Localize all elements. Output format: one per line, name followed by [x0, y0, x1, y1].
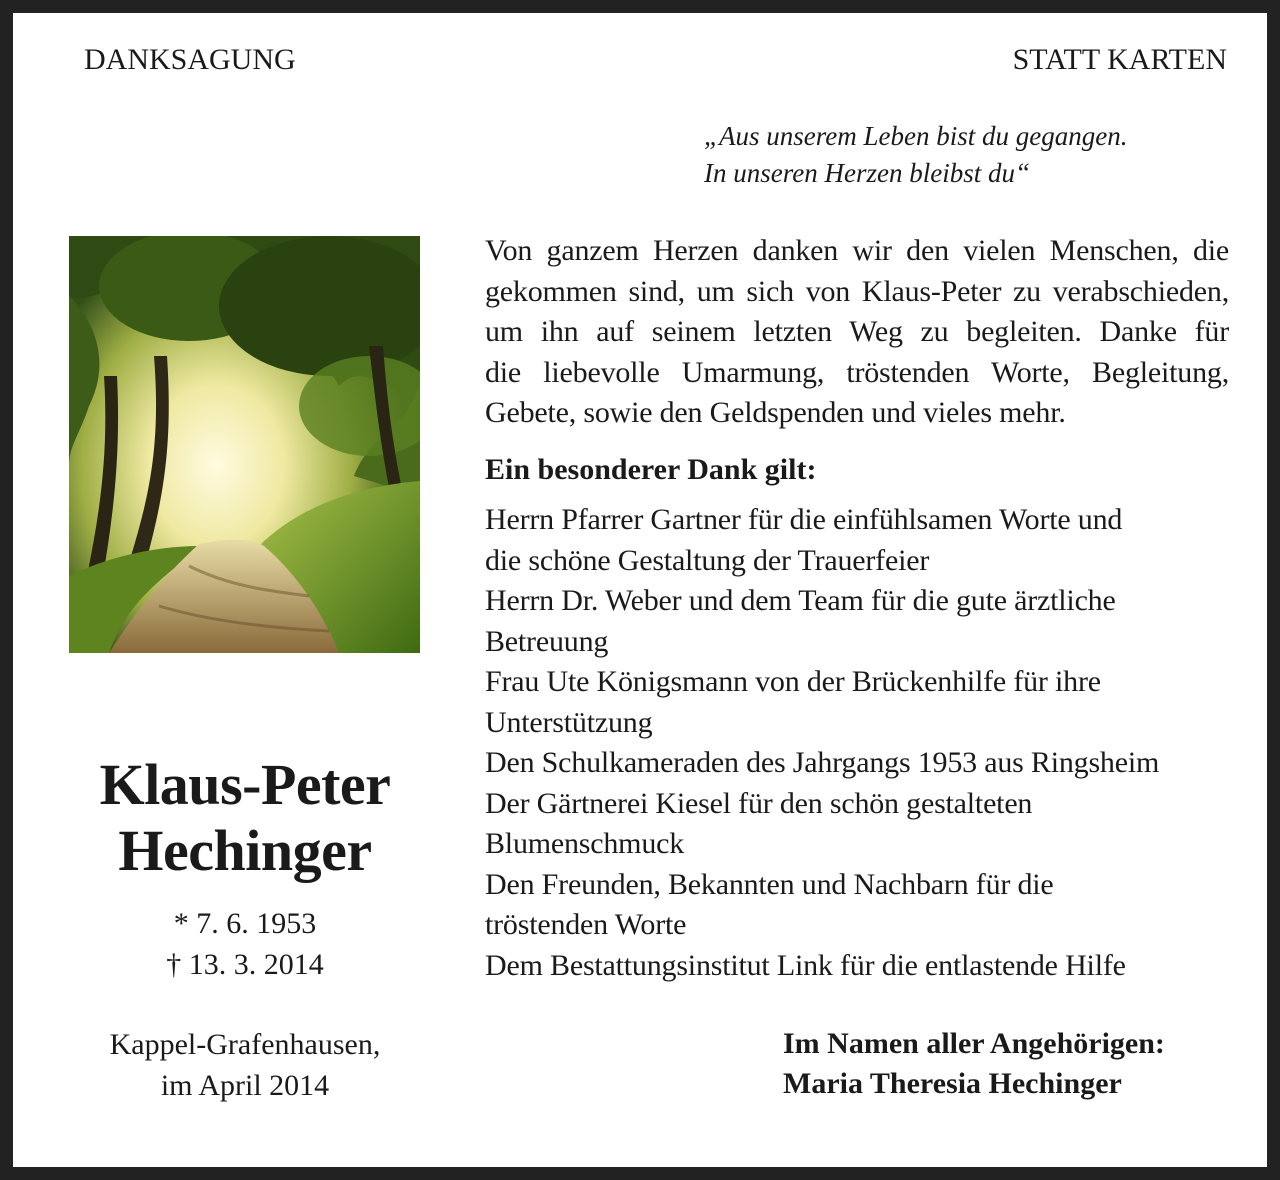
thanks-line: Der Gärtnerei Kiesel für den schön gestalteten [485, 786, 1033, 820]
motto-line-2: In unseren Herzen bleibst du“ [704, 158, 1030, 188]
thanks-line: Unterstützung [485, 705, 653, 739]
place-and-date [40, 1024, 450, 1106]
place: Kappel-Grafenhausen, [109, 1028, 381, 1061]
deceased-first-name: Klaus-Peter [99, 752, 391, 817]
intro-line: gekommen sind, um sich von Klaus-Peter zu verabschieden, [485, 274, 1229, 308]
intro-line: Von ganzem Herzen danken wir den vielen Menschen, die [485, 234, 1229, 267]
thanks-line: Herrn Pfarrer Gartner für die einfühlsamen Worte und [485, 503, 1123, 536]
notice-date: im April 2014 [160, 1069, 330, 1102]
deceased-last-name: Hechinger [118, 818, 372, 883]
life-dates [40, 903, 450, 985]
death-date: † 13. 3. 2014 [166, 948, 324, 981]
thanks-line: die schöne Gestaltung der Trauerfeier [485, 543, 930, 577]
forest-path-image [69, 236, 420, 653]
motto-quote [704, 118, 1224, 192]
header-danksagung: DANKSAGUNG [84, 43, 296, 76]
thanks-line: Frau Ute Königsmann von der Brückenhilfe für ihre [485, 665, 1101, 698]
intro-line: um ihn auf seinem letzten Weg zu begleiten. Danke für [485, 315, 1229, 348]
thanks-line: tröstenden Worte [485, 908, 687, 941]
special-thanks-heading: Ein besonderer Dank gilt: [485, 453, 817, 486]
signature-block [783, 1024, 1165, 1104]
special-thanks-list [485, 500, 1245, 986]
thanks-line: Den Freunden, Bekannten und Nachbarn für die [485, 867, 1054, 901]
signature-line-1: Im Namen aller Angehörigen: [783, 1027, 1165, 1060]
intro-paragraph [485, 231, 1229, 434]
birth-date: * 7. 6. 1953 [173, 907, 317, 940]
thanks-line: Den Schulkameraden des Jahrgangs 1953 aus Ringsheim [485, 746, 1160, 779]
intro-line: Gebete, sowie den Geldspenden und vieles mehr. [485, 396, 1066, 429]
forest-path-illustration [69, 236, 420, 653]
thanks-line: Blumenschmuck [485, 827, 685, 860]
header-statt-karten: STATT KARTEN [1012, 43, 1227, 76]
motto-line-1: „Aus unserem Leben bist du gegangen. [704, 121, 1128, 151]
thanks-line: Herrn Dr. Weber und dem Team für die gute ärztliche [485, 584, 1116, 617]
deceased-name [40, 752, 450, 884]
thanks-line: Betreuung [485, 624, 609, 658]
thanks-line: Dem Bestattungsinstitut Link für die entlastende Hilfe [485, 948, 1126, 982]
intro-line: die liebevolle Umarmung, tröstenden Worte, Begleitung, [485, 355, 1229, 389]
signature-name: Maria Theresia Hechinger [783, 1067, 1122, 1100]
